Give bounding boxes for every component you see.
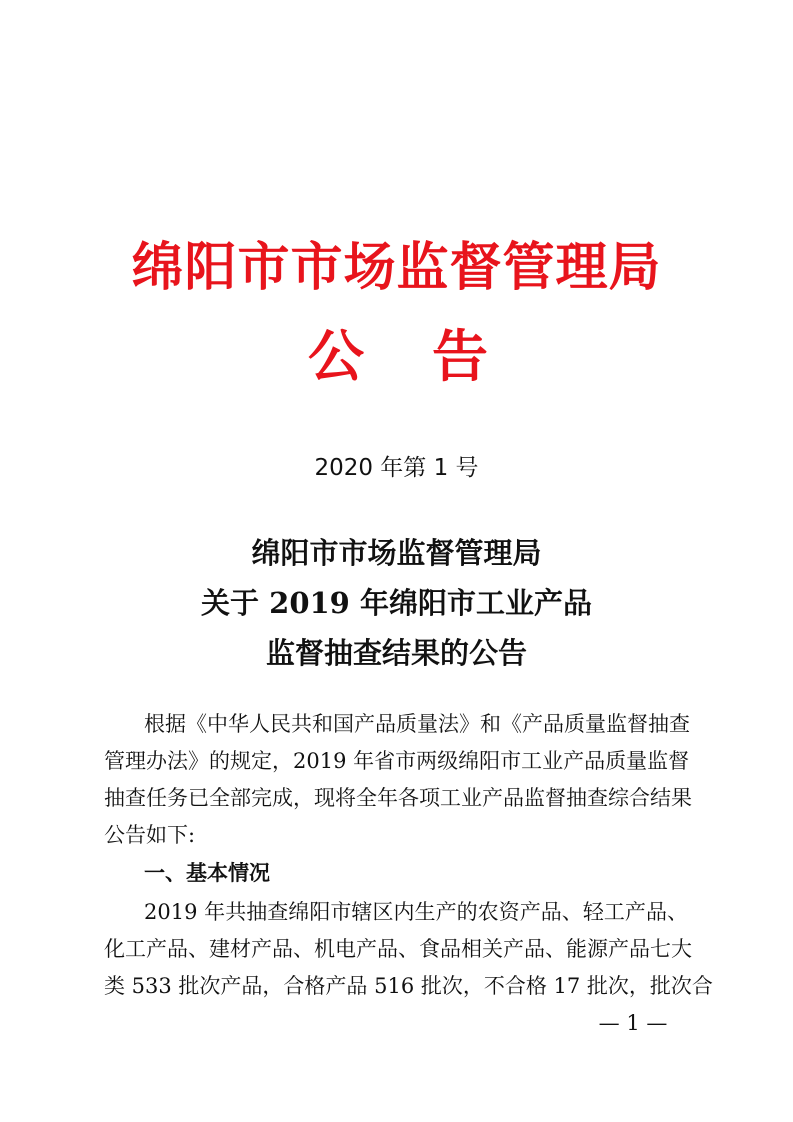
paragraph-1-line-1: 根据《中华人民共和国产品质量法》和《产品质量监督抽查 (144, 712, 690, 736)
title-line-3: 监督抽查结果的公告 (265, 636, 527, 670)
page-number: — 1 — (598, 1011, 668, 1035)
paragraph-2-line-2: 化工产品、建材产品、机电产品、食品相关产品、能源产品七大 (104, 937, 692, 961)
document-type (308, 322, 488, 392)
document-type-char-1: 公 (308, 324, 364, 390)
document-number: 2020 年第 1 号 (314, 455, 479, 481)
paragraph-2-line-3: 类 533 批次产品，合格产品 516 批次，不合格 17 批次，批次合 (104, 974, 713, 998)
document-type-char-2: 告 (432, 324, 488, 390)
paragraph-1-line-4: 公告如下: (104, 823, 196, 847)
title-line-1: 绵阳市市场监督管理局 (251, 536, 542, 570)
title-line-2: 关于 2019 年绵阳市工业产品 (201, 586, 592, 620)
issuing-authority: 绵阳市市场监督管理局 (131, 237, 662, 298)
paragraph-1-line-3: 抽查任务已全部完成，现将全年各项工业产品监督抽查综合结果 (104, 786, 692, 810)
section-heading-basic-situation: 一、基本情况 (144, 861, 270, 885)
paragraph-2-line-1: 2019 年共抽查绵阳市辖区内生产的农资产品、轻工产品、 (144, 900, 688, 924)
paragraph-1-line-2: 管理办法》的规定，2019 年省市两级绵阳市工业产品质量监督 (104, 749, 690, 773)
